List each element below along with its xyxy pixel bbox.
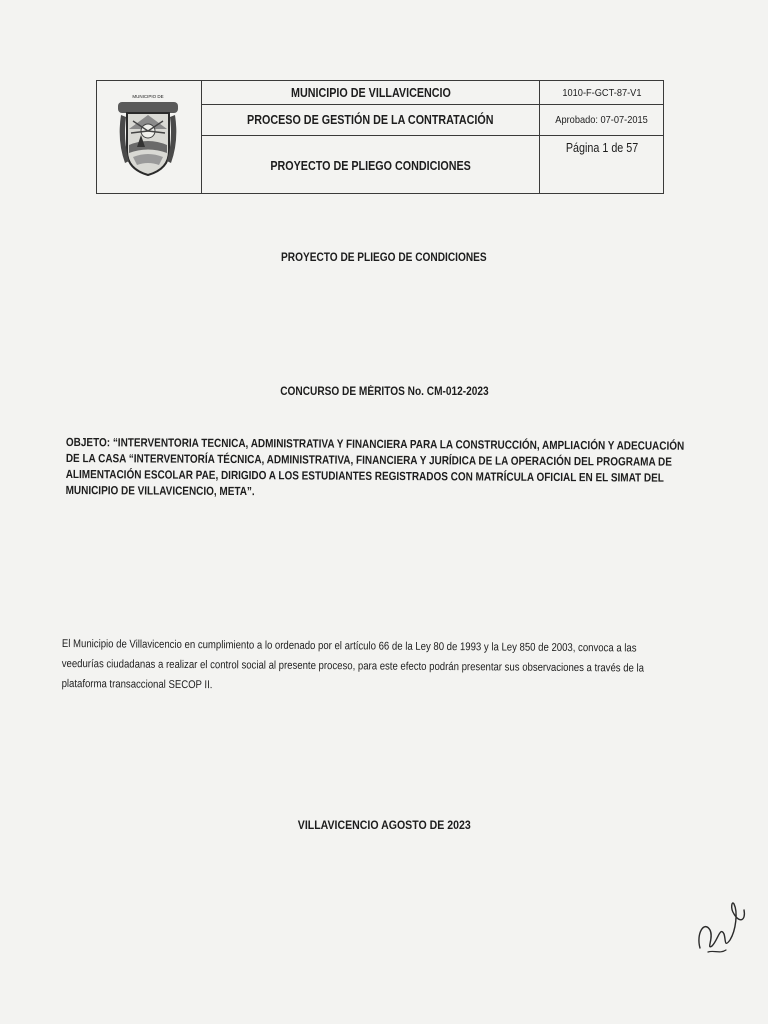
contest-number: CONCURSO DE MÉRITOS No. CM-012-2023 bbox=[279, 386, 489, 398]
document-title: PROYECTO DE PLIEGO DE CONDICIONES bbox=[281, 252, 487, 264]
crest-label: MUNICIPIO DE bbox=[132, 94, 164, 99]
page-number-cell bbox=[540, 139, 664, 157]
process-name: PROCESO DE GESTIÓN DE LA CONTRATACIÓN bbox=[247, 113, 494, 127]
document-code: 1010-F-GCT-87-V1 bbox=[562, 86, 642, 99]
document-type: PROYECTO DE PLIEGO CONDICIONES bbox=[270, 158, 471, 173]
handwritten-signature-icon bbox=[690, 890, 752, 960]
place-and-date: VILLAVICENCIO AGOSTO DE 2023 bbox=[297, 818, 471, 832]
objeto-block bbox=[66, 434, 694, 502]
notice-paragraph bbox=[62, 634, 702, 699]
paragraph-line: El Municipio de Villavicencio en cumplimiento a lo ordenado por el artículo 66 de la Ley 80 de 1993 y la Ley 850 de 2003, convoca a las bbox=[61, 637, 637, 655]
objeto-line: OBJETO: “INTERVENTORIA TECNICA, ADMINISTRATIVA Y FINANCIERA PARA LA CONSTRUCCIÓN, AMPLIACIÓN Y ADECUACIÓN bbox=[65, 434, 685, 453]
objeto-line: ALIMENTACIÓN ESCOLAR PAE, DIRIGIDO A LOS ESTUDIANTES REGISTRADOS CON MATRÍCULA OFICIAL EN EL SIMAT DEL bbox=[65, 466, 664, 485]
entity-name: MUNICIPIO DE VILLAVICENCIO bbox=[290, 85, 451, 100]
process-name-cell bbox=[202, 105, 539, 135]
objeto-line: DE LA CASA “INTERVENTORÍA TÉCNICA, ADMINISTRATIVA, FINANCIERA Y JURÍDICA DE LA OPERACIÓN DEL PROGRAMA DE bbox=[65, 450, 672, 469]
page-number: Página 1 de 57 bbox=[565, 141, 639, 155]
paragraph-line: veedurías ciudadanas a realizar el control social al presente proceso, para este efecto podrán presentar sus observaciones a través de la bbox=[61, 657, 645, 675]
document-code-cell bbox=[540, 81, 664, 104]
header-table bbox=[96, 80, 664, 194]
municipal-crest-icon bbox=[115, 91, 181, 181]
entity-name-cell bbox=[202, 81, 539, 104]
approval-date: Aprobado: 07-07-2015 bbox=[555, 114, 649, 126]
objeto-line: MUNICIPIO DE VILLAVICENCIO, META”. bbox=[65, 482, 255, 499]
paragraph-line: plataforma transaccional SECOP II. bbox=[61, 677, 213, 692]
document-type-cell bbox=[202, 136, 539, 195]
approval-date-cell bbox=[540, 105, 664, 135]
